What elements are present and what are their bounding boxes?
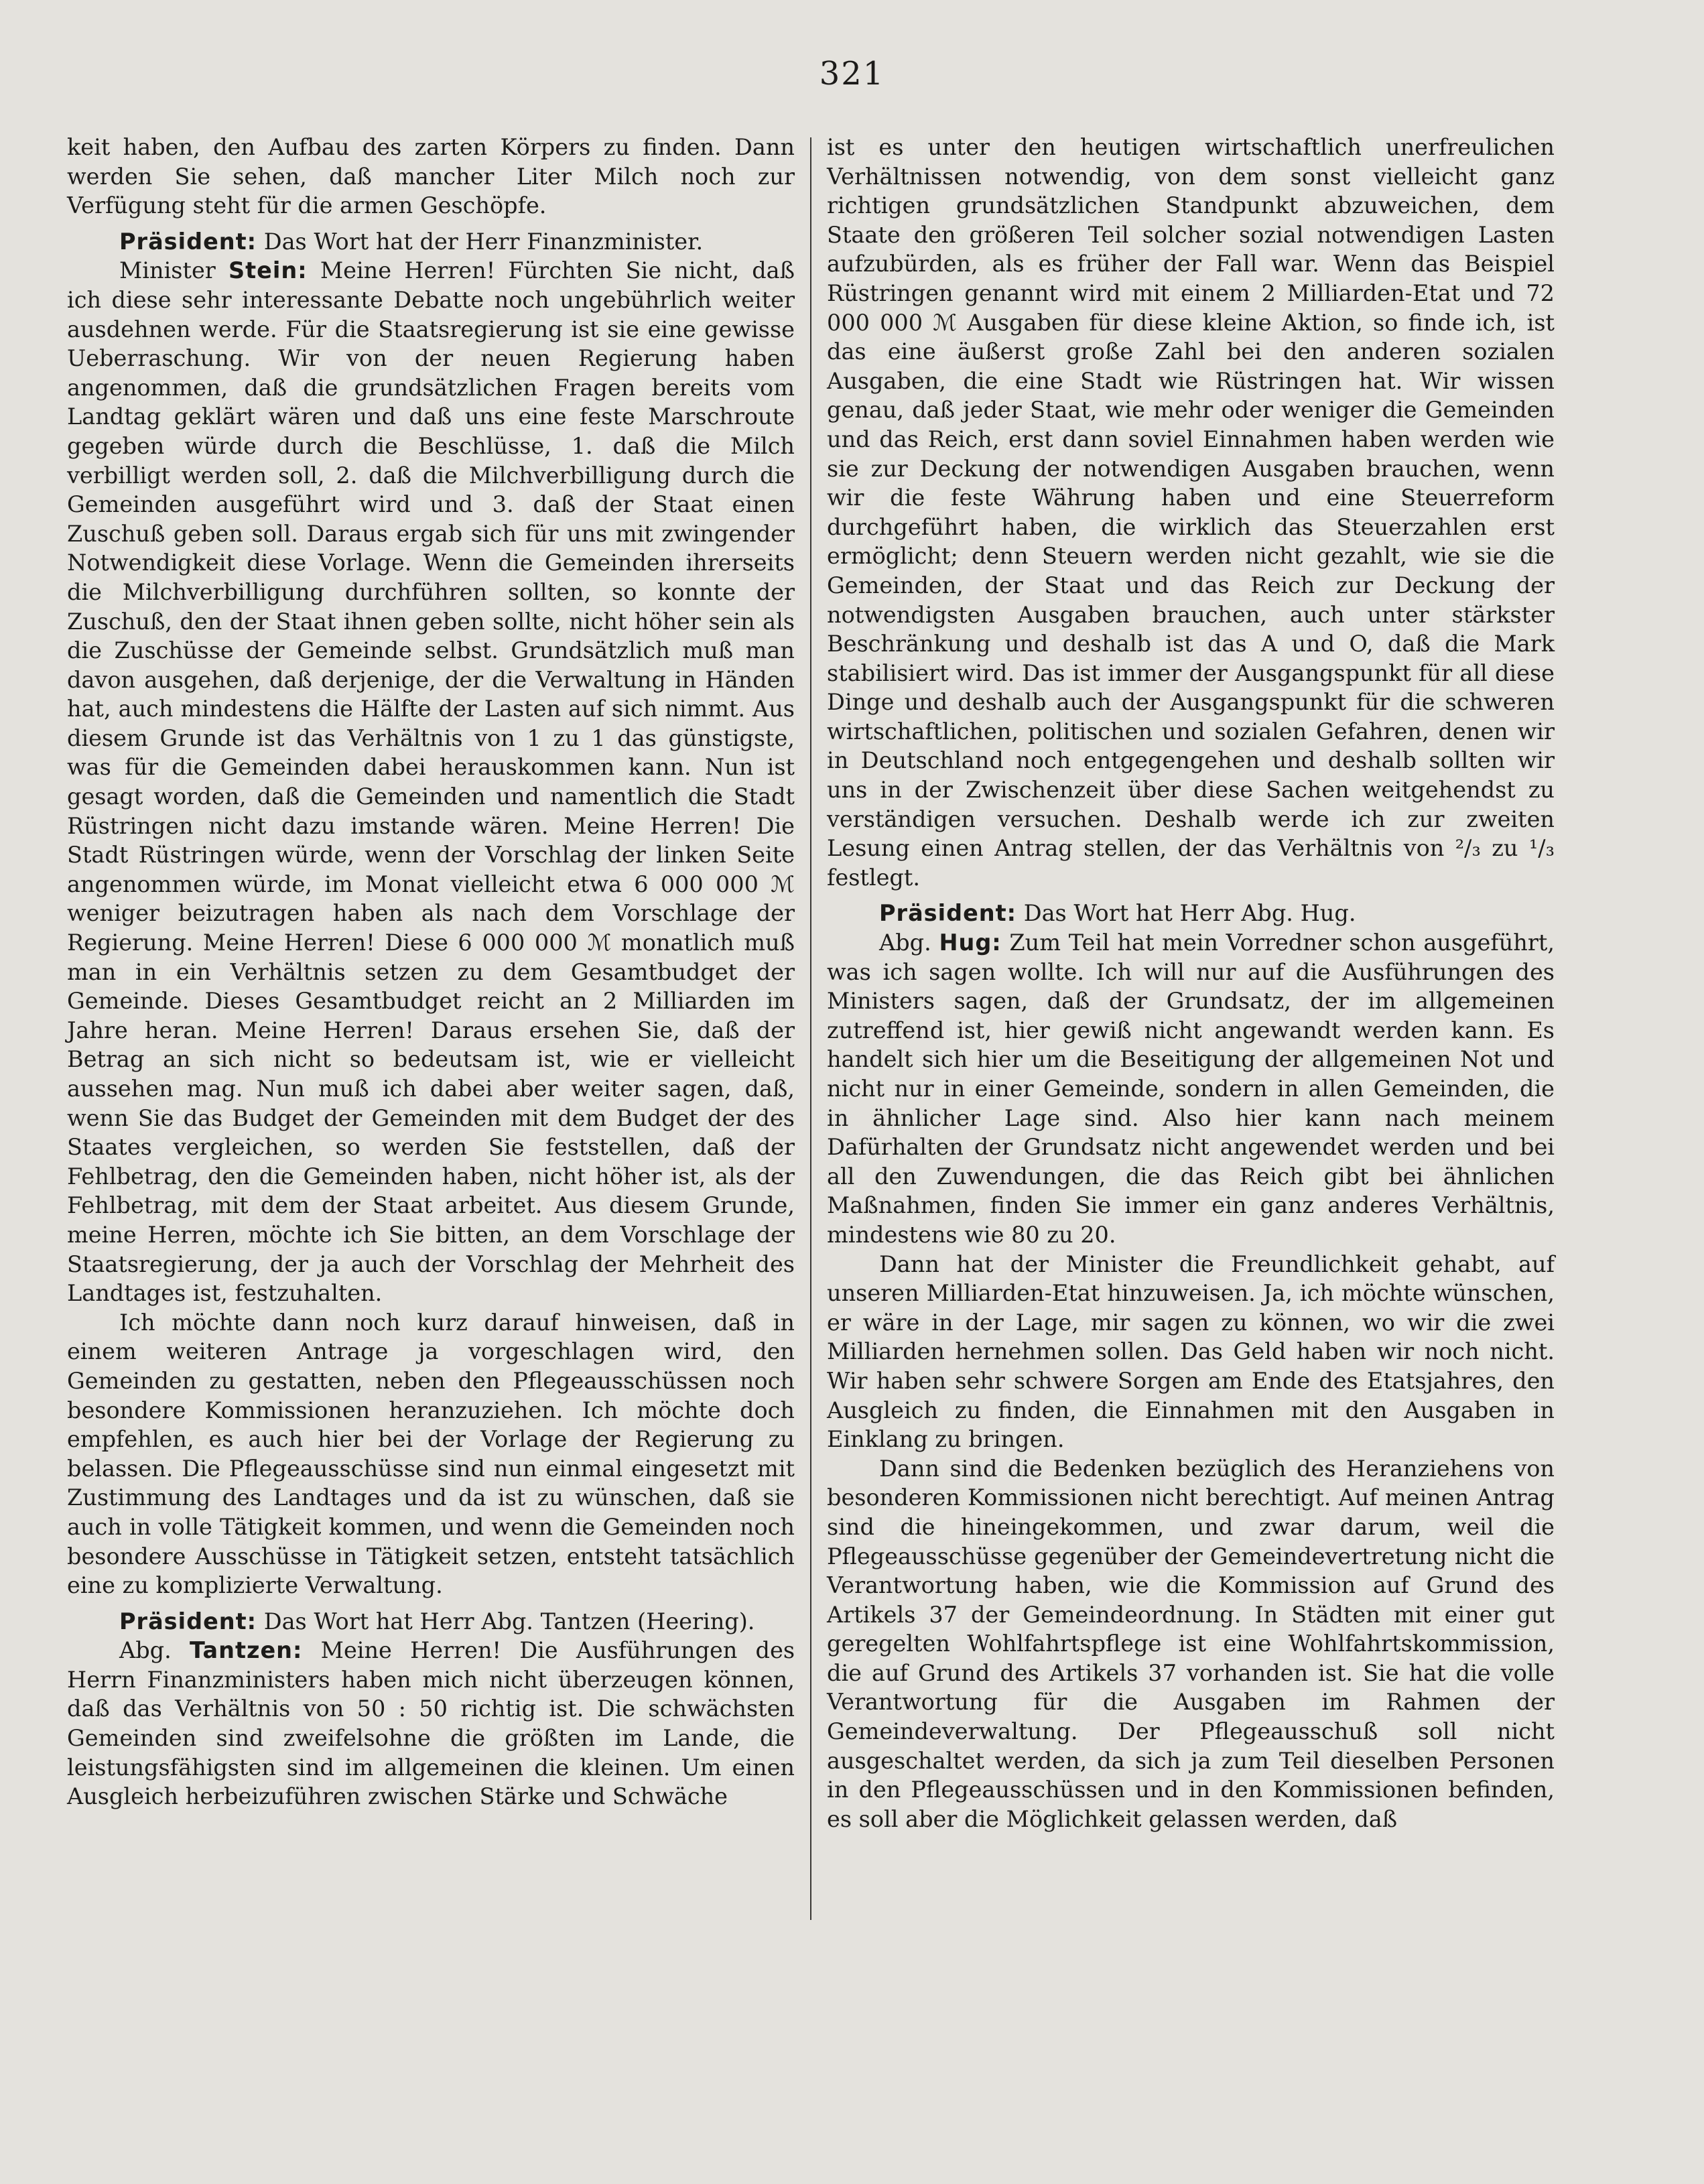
speech-text: Das Wort hat Herr Abg. Hug. <box>1023 900 1356 927</box>
speech-text: Meine Herren! Die Ausführungen des Herrn Finanzministers haben mich nicht überzeugen können, daß das Verhältnis von 50 : 50 richtig ist. Die schwächsten Gemeinden sind zweifelsohne die größten im Lande, die leistungsfähigsten sind im allgemeinen die kleinen. Um einen Ausgleich herbeizuführen zwischen Stärke und Schwäche <box>67 1637 795 1810</box>
speaker-paragraph <box>827 928 1555 1250</box>
paragraph: Dann hat der Minister die Freundlichkeit gehabt, auf unseren Milliarden-Etat hinzuweisen. Ja, ich möchte wünschen, er wäre in der Lage, mir sagen zu können, wo wir die zwei Milliarden hernehmen sollen. Das Geld haben wir noch nicht. Wir haben sehr schwere Sorgen am Ende des Etatsjahres, den Ausgleich zu finden, die Einnahmen mit den Ausgaben in Einklang zu bringen. <box>827 1250 1555 1453</box>
speaker-paragraph <box>827 899 1555 928</box>
left-column <box>67 133 795 1811</box>
paragraph: Dann sind die Bedenken bezüglich des Heranziehens von besonderen Kommissionen nicht berechtigt. Auf meinen Antrag sind die hineingekommen, und zwar darum, weil die Pflegeausschüsse gegenüber der Gemeindevertretung nicht die Verantwortung haben, wie die Kommission auf Grund des Artikels 37 der Gemeindeordnung. In Städten mit einer gut geregelten Wohlfahrtspflege ist eine Wohlfahrtskommission, die auf Grund des Artikels 37 vorhanden ist. Sie hat die volle Verantwortung für die Ausgaben im Rahmen der Gemeindeverwaltung. Der Pflegeausschuß soll nicht ausgeschaltet werden, da sich ja zum Teil dieselben Personen in den Pflegeausschüssen und in den Kommissionen befinden, es soll aber die Möglichkeit gelassen werden, daß <box>827 1455 1555 1832</box>
speaker-name: Präsident: <box>119 1608 257 1634</box>
speaker-name: Präsident: <box>119 228 257 255</box>
page-number: 321 <box>819 55 885 92</box>
speech-text: Meine Herren! Fürchten Sie nicht, daß ich diese sehr interessante Debatte noch ungebührlich weiter ausdehnen werde. Für die Staatsregierung ist sie eine gewisse Ueberraschung. Wir von der neuen Regierung haben angenommen, daß die grundsätzlichen Fragen bereits vom Landtag geklärt wären und daß uns eine feste Marschroute gegeben würde durch die Beschlüsse, 1. daß die Milch verbilligt werden soll, 2. daß die Milchverbilligung durch die Gemeinden ausgeführt wird und 3. daß der Staat einen Zuschuß geben soll. Daraus ergab sich für uns mit zwingender Notwendigkeit diese Vorlage. Wenn die Gemeinden ihrerseits die Milchverbilligung durchführen sollten, so konnte der Zuschuß, den der Staat ihnen geben sollte, nicht höher sein als die Zuschüsse der Gemeinde selbst. Grundsätzlich muß man davon ausgehen, daß derjenige, der die Verwaltung in Händen hat, auch mindestens die Hälfte der Lasten auf sich nimmt. Aus diesem Grunde ist das Verhältnis von 1 zu 1 das günstigste, was für die Gemeinden dabei herauskommen kann. Nun ist gesagt worden, daß die Gemeinden und namentlich die Stadt Rüstringen nicht dazu imstande wären. Meine Herren! Die Stadt Rüstringen würde, wenn der Vorschlag der linken Seite angenommen würde, im Monat vielleicht etwa 6 000 000 ℳ weniger beizutragen haben als nach dem Vorschlage der Regierung. Meine Herren! Diese 6 000 000 ℳ monatlich muß man in ein Verhältnis setzen zu dem Gesamtbudget der Gemeinde. Dieses Gesamtbudget reicht an 2 Milliarden im Jahre heran. Meine Herren! Daraus ersehen Sie, daß der Betrag an sich nicht so bedeutsam ist, wie er vielleicht aussehen mag. Nun muß ich dabei aber weiter sagen, daß, wenn Sie das Budget der Gemeinden mit dem Budget der des Staates vergleichen, so werden Sie feststellen, daß der Fehlbetrag, den die Gemeinden haben, nicht höher ist, als der Fehlbetrag, mit dem der Staat arbeitet. Aus diesem Grunde, meine Herren, möchte ich Sie bitten, an dem Vorschlage der Staatsregierung, der ja auch der Vorschlag der Mehrheit des Landtages ist, festzuhalten. <box>67 257 795 1307</box>
column-divider <box>810 137 811 1920</box>
speech-text: Das Wort hat Herr Abg. Tantzen (Heering). <box>263 1608 755 1634</box>
speech-text: Zum Teil hat mein Vorredner schon ausgeführt, was ich sagen wollte. Ich will nur auf die Ausführungen des Ministers sagen, daß der Grundsatz, der im allgemeinen zutreffend ist, hier gewiß nicht angewandt werden kann. Es handelt sich hier um die Beseitigung der allgemeinen Not und nicht nur in einer Gemeinde, sondern in allen Gemeinden, die in ähnlicher Lage sind. Also hier kann nach meinem Dafürhalten der Grundsatz nicht angewendet werden und bei all den Zuwendungen, die das Reich gibt bei ähnlichen Maßnahmen, finden Sie immer ein ganz anderes Verhältnis, mindestens wie 80 zu 20. <box>827 929 1555 1248</box>
speaker-title: Abg. <box>879 929 931 956</box>
paragraph: keit haben, den Aufbau des zarten Körpers zu finden. Dann werden Sie sehen, daß mancher Liter Milch noch zur Verfügung steht für die armen Geschöpfe. <box>67 134 795 219</box>
speaker-name: Hug: <box>939 929 1002 956</box>
speaker-paragraph <box>67 256 795 1307</box>
speaker-name: Stein: <box>228 257 308 284</box>
speaker-title: Minister <box>119 257 216 284</box>
speaker-title: Abg. <box>119 1637 172 1664</box>
paragraph: Ich möchte dann noch kurz darauf hinweisen, daß in einem weiteren Antrage ja vorgeschlagen wird, den Gemeinden zu gestatten, neben den Pflegeausschüssen noch besondere Kommissionen heranzuziehen. Ich möchte doch empfehlen, es auch hier bei der Vorlage der Regierung zu belassen. Die Pflegeausschüsse sind nun einmal eingesetzt mit Zustimmung des Landtages und da ist zu wünschen, daß sie auch in volle Tätigkeit kommen, und wenn die Gemeinden noch besondere Ausschüsse in Tätigkeit setzen, entsteht tatsächlich eine zu komplizierte Verwaltung. <box>67 1309 795 1599</box>
speaker-name: Tantzen: <box>189 1637 303 1664</box>
paragraph: ist es unter den heutigen wirtschaftlich unerfreulichen Verhältnissen notwendig, von dem sonst vielleicht ganz richtigen grundsätzlichen Standpunkt abzuweichen, dem Staate den größeren Teil solcher sozial notwendigen Lasten aufzubürden, als es früher der Fall war. Wenn das Beispiel Rüstringen genannt wird mit einem 2 Milliarden-Etat und 72 000 000 ℳ Ausgaben für diese kleine Aktion, so finde ich, ist das eine äußerst große Zahl bei den anderen sozialen Ausgaben, die eine Stadt wie Rüstringen hat. Wir wissen genau, daß jeder Staat, wie mehr oder weniger die Gemeinden und das Reich, erst dann soviel Einnahmen haben werden wie sie zur Deckung der notwendigen Ausgaben brauchen, wenn wir die feste Währung haben und eine Steuerreform durchgeführt haben, die wirklich das Steuerzahlen erst ermöglicht; denn Steuern werden nicht gezahlt, wie sie die Gemeinden, der Staat und das Reich zur Deckung der notwendigsten Ausgaben brauchen, auch unter stärkster Beschränkung und deshalb ist das A und O, daß die Mark stabilisiert wird. Das ist immer der Ausgangspunkt für all diese Dinge und deshalb auch der Ausgangspunkt für die schweren wirtschaftlichen, politischen und sozialen Gefahren, denen wir in Deutschland noch entgegengehen und deshalb sollten wir uns in der Zwischenzeit über diese Sachen weitgehendst zu verständigen versuchen. Deshalb werde ich zur zweiten Lesung einen Antrag stellen, der das Verhältnis von ²/₃ zu ¹/₃ festlegt. <box>827 134 1555 891</box>
speech-text: Das Wort hat der Herr Finanzminister. <box>263 228 704 255</box>
speaker-paragraph <box>67 1607 795 1636</box>
right-column <box>827 133 1555 1834</box>
speaker-name: Präsident: <box>879 900 1017 927</box>
speaker-paragraph <box>67 1636 795 1811</box>
speaker-paragraph <box>67 227 795 257</box>
